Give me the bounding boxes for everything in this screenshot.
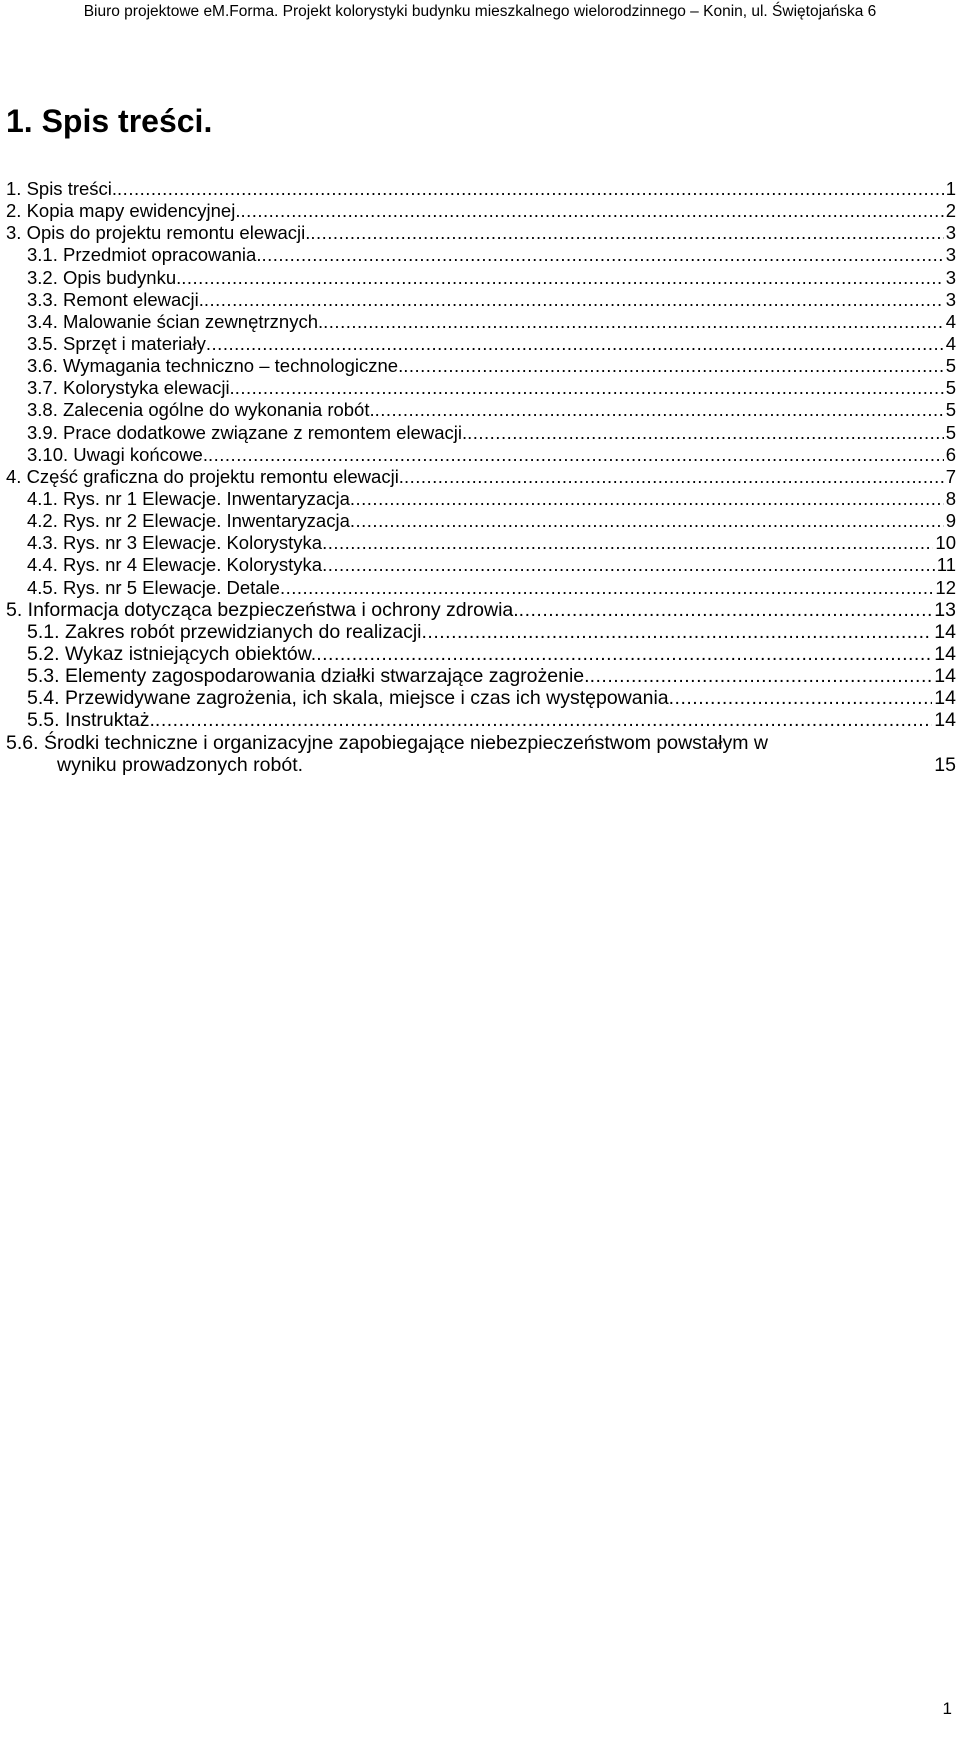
toc-entry-page: 3 bbox=[945, 288, 956, 310]
toc-entry-page: 4 bbox=[945, 332, 956, 354]
toc-leader-dots bbox=[310, 222, 943, 244]
toc-entry-text: 5.2. Wykaz istniejących obiektów. bbox=[27, 642, 317, 665]
document-header: Biuro projektowe eM.Forma. Projekt kolorystyki budynku mieszkalnego wielorodzinnego – Konin, ul. Świętojańska 6 bbox=[83, 3, 877, 20]
toc-entry-page: 14 bbox=[934, 687, 956, 710]
toc-entry[interactable] bbox=[6, 599, 956, 621]
toc-leader-dots bbox=[350, 488, 944, 510]
toc-entry-page: 13 bbox=[934, 598, 956, 621]
toc-entry-text: 5. Informacja dotycząca bezpieczeństwa i ochrony zdrowia. bbox=[6, 598, 519, 621]
toc-entry[interactable] bbox=[6, 532, 956, 554]
toc-entry[interactable] bbox=[6, 466, 956, 488]
toc-entry-text: 4.1. Rys. nr 1 Elewacje. Inwentaryzacja bbox=[27, 487, 350, 509]
toc-entry-text: 5.3. Elementy zagospodarowania działki stwarzające zagrożenie. bbox=[27, 665, 590, 688]
toc-entry[interactable] bbox=[6, 621, 956, 643]
toc-entry-page: 6 bbox=[945, 443, 956, 465]
toc-entry-page: 14 bbox=[934, 620, 956, 643]
toc-leader-dots bbox=[204, 289, 944, 311]
toc-entry-text: 3.5. Sprzęt i materiały bbox=[27, 332, 206, 354]
toc-leader-dots bbox=[155, 709, 932, 731]
toc-entry-text: 2. Kopia mapy ewidencyjnej. bbox=[6, 200, 241, 222]
toc-entry-page: 8 bbox=[945, 487, 956, 509]
toc-entry[interactable] bbox=[6, 709, 956, 731]
toc-entry[interactable] bbox=[6, 178, 956, 200]
toc-entry[interactable] bbox=[6, 222, 956, 244]
toc-leader-dots bbox=[323, 311, 944, 333]
toc-entry-page: 3 bbox=[945, 244, 956, 266]
toc-entry[interactable] bbox=[6, 510, 956, 532]
toc-leader-dots bbox=[322, 554, 935, 576]
toc-entry[interactable] bbox=[6, 289, 956, 311]
toc-leader-dots bbox=[208, 444, 944, 466]
toc-leader-dots bbox=[669, 687, 933, 709]
toc-entry-page: 9 bbox=[945, 510, 956, 532]
toc-leader-dots bbox=[322, 532, 933, 554]
toc-entry[interactable] bbox=[6, 687, 956, 709]
toc-entry[interactable] bbox=[6, 333, 956, 355]
toc-leader-dots bbox=[422, 621, 933, 643]
table-of-contents bbox=[6, 178, 956, 777]
toc-entry[interactable] bbox=[6, 377, 956, 399]
toc-entry-text: 5.4. Przewidywane zagrożenia, ich skala, miejsce i czas ich występowania bbox=[27, 687, 669, 710]
toc-leader-dots bbox=[404, 466, 944, 488]
toc-leader-dots bbox=[261, 244, 943, 266]
toc-leader-dots bbox=[280, 577, 933, 599]
toc-entry-page: 2 bbox=[945, 200, 956, 222]
toc-leader-dots bbox=[240, 200, 943, 222]
toc-entry[interactable] bbox=[6, 200, 956, 222]
toc-entry-page: 12 bbox=[935, 576, 956, 598]
toc-entry[interactable] bbox=[6, 267, 956, 289]
toc-entry[interactable] bbox=[6, 399, 956, 421]
toc-entry-text: 3.4. Malowanie ścian zewnętrznych. bbox=[27, 310, 324, 332]
toc-entry-page: 14 bbox=[934, 642, 956, 665]
toc-leader-dots bbox=[519, 599, 933, 621]
toc-leader-dots bbox=[375, 399, 944, 421]
toc-entry-page: 4 bbox=[945, 310, 956, 332]
toc-entry-page: 15 bbox=[934, 754, 956, 777]
toc-leader-dots bbox=[316, 643, 932, 665]
toc-entry-page: 5 bbox=[945, 355, 956, 377]
toc-entry-text: 5.6. Środki techniczne i organizacyjne zapobiegające niebezpieczeństwom powstałym w bbox=[6, 731, 768, 754]
toc-entry-page: 5 bbox=[945, 399, 956, 421]
toc-entry[interactable] bbox=[6, 444, 956, 466]
toc-entry-text: 3.10. Uwagi końcowe. bbox=[27, 443, 208, 465]
toc-entry-page: 7 bbox=[945, 465, 956, 487]
toc-entry-text: 1. Spis treści. bbox=[6, 178, 118, 199]
toc-entry[interactable] bbox=[6, 577, 956, 599]
toc-entry-text: wyniku prowadzonych robót. bbox=[57, 754, 304, 777]
toc-entry[interactable] bbox=[6, 355, 956, 377]
page-number: 1 bbox=[942, 1699, 952, 1718]
toc-entry-text: 3.3. Remont elewacji. bbox=[27, 288, 204, 310]
toc-leader-dots bbox=[590, 665, 933, 687]
page-title: 1. Spis treści. bbox=[6, 103, 213, 139]
toc-entry-page: 3 bbox=[945, 222, 956, 244]
toc-entry[interactable] bbox=[6, 311, 956, 333]
toc-entry-text: 3.6. Wymagania techniczno – technologiczne. bbox=[27, 355, 404, 377]
toc-entry[interactable] bbox=[6, 488, 956, 510]
toc-entry-text: 3.9. Prace dodatkowe związane z remontem elewacji. bbox=[27, 421, 468, 443]
toc-entry-page: 10 bbox=[935, 532, 956, 554]
toc-entry-text: 3.1. Przedmiot opracowania. bbox=[27, 244, 262, 266]
toc-entry-5-6[interactable] bbox=[6, 732, 956, 777]
toc-leader-dots bbox=[403, 355, 943, 377]
toc-entry[interactable] bbox=[6, 643, 956, 665]
toc-entry-text: 4.2. Rys. nr 2 Elewacje. Inwentaryzacja bbox=[27, 510, 350, 532]
toc-entry-text: 4.5. Rys. nr 5 Elewacje. Detale bbox=[27, 576, 280, 598]
toc-entry-text: 4. Część graficzna do projektu remontu elewacji. bbox=[6, 465, 404, 487]
toc-entry-page: 14 bbox=[934, 709, 956, 732]
toc-entry-text: 5.5. Instruktaż. bbox=[27, 709, 155, 732]
toc-entry[interactable] bbox=[6, 422, 956, 444]
toc-entry[interactable] bbox=[6, 554, 956, 576]
toc-entry-text: 4.4. Rys. nr 4 Elewacje. Kolorystyka bbox=[27, 554, 323, 576]
toc-entry-text: 5.1. Zakres robót przewidzianych do realizacji bbox=[27, 620, 422, 643]
toc-entry-text: 3.2. Opis budynku. bbox=[27, 266, 182, 288]
toc-leader-dots bbox=[117, 178, 944, 200]
toc-entry-text: 3.8. Zalecenia ogólne do wykonania robót. bbox=[27, 399, 375, 421]
toc-entry-text: 3. Opis do projektu remontu elewacji. bbox=[6, 222, 311, 244]
toc-entry-page: 14 bbox=[934, 665, 956, 688]
toc-entry-page: 11 bbox=[936, 554, 956, 576]
toc-entry-page: 1 bbox=[945, 178, 956, 199]
toc-entry-page: 5 bbox=[945, 421, 956, 443]
toc-entry[interactable] bbox=[6, 665, 956, 687]
toc-entry-page: 3 bbox=[945, 266, 956, 288]
toc-leader-dots bbox=[206, 333, 944, 355]
toc-entry-text: 4.3. Rys. nr 3 Elewacje. Kolorystyka bbox=[27, 532, 323, 554]
toc-entry[interactable] bbox=[6, 244, 956, 266]
toc-leader-dots bbox=[350, 510, 944, 532]
toc-entry-text: 3.7. Kolorystyka elewacji. bbox=[27, 377, 235, 399]
toc-entry-page: 5 bbox=[945, 377, 956, 399]
toc-leader-dots bbox=[467, 422, 944, 444]
toc-leader-dots bbox=[235, 377, 944, 399]
toc-leader-dots bbox=[181, 267, 943, 289]
